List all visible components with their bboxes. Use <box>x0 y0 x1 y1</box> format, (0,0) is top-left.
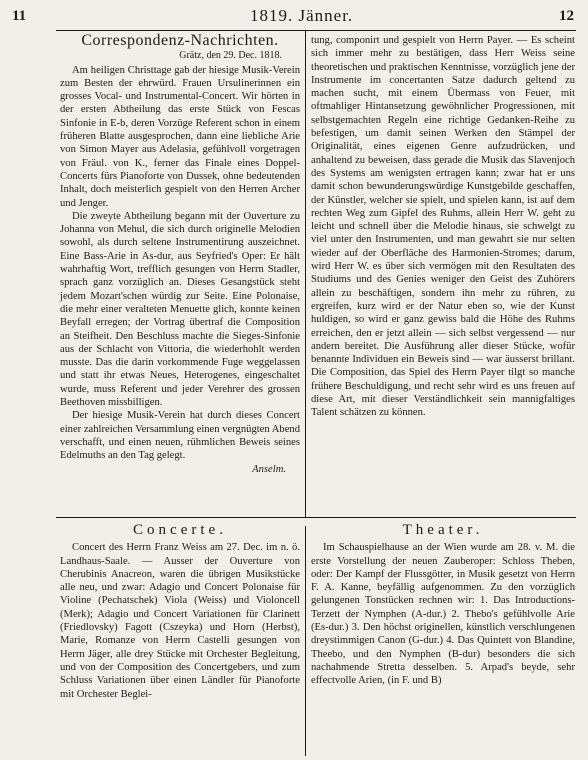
section-divider <box>56 517 576 518</box>
theater-heading: Theater. <box>402 522 484 538</box>
running-head <box>0 6 588 30</box>
concerte-column <box>60 524 300 756</box>
concerte-paragraph: Concert des Herrn Franz Weiss am 27. Dec. im n. ö. Landhaus-Saale. — Ausser der Ouverture von Cherubinis Anacreon, waren die übrigen Musikstücke alle neu, und zwar: Adagio und Concert Polonaise für Violine (Pechatschek) Viola (Weiss) und Violoncell (Merk); Adagio und Concert Variationen für Clarinett (Friedlovsky) Fagott (Cszeyka) und Horn (Herbst), Marie, Romanze von Herrn Castelli gesungen von Herrn Jäger, alle drey Stücke mit Orchester Begleitung, und von der Composition des Concertgebers, und zum Schluss Variationen über einen Ländler für Pianoforte mit Orchester Beglei- <box>60 542 300 700</box>
correspondence-heading: Correspondenz-Nachrichten. <box>81 32 279 49</box>
continuation-paragraph: tung, componirt und gespielt von Herrn Payer. — Es scheint sich immer mehr zu bestätigen, dass Herr Weiss seine theoretischen und praktischen Kenntnisse, vorzüglich jene der Instrumente im concertanten Satze dadurch geltend zu machen sucht, mit einem Übermass von Feuer, mit oftmahliger Hintansetzung gewöhnlicher Progressionen, mit selbstgemachten Regeln eine richtige Gedanken-Reihe zu befestigen, um damit seinen Werken den Stämpel der Originalität, eines eigenen Genre aufzudrücken, und anhaltend zu beweisen, dass gerade die Musik das Slavenjoch des Systems am wenigsten ertragen kann; zwar hat er uns damit schon bewunderungswürdige Kunstgebilde geschaffen, der Künstler, welcher sie spielt, und spielen kann, ist auf dem rechten Weg zum Gipfel des Ruhms, allein Herr W. geht zu leicht und schnell über die Melodie hinaus, sie schwelgt zu viel unter den Instrumenten, und man gewahrt sie nur selten wieder auf der Oberfläche des Harmonien-Stromes; darum, wird Herr W. es über sich vermögen mit den Resultaten des Studiums und des Genies weniger den Geist des Zuhörers allein zu beschäftigen, sondern ihn mehr zu rühren, zu ergreifen, kurz wird er der Natur eben so, wie der Kunst huldigen, so wird er ganz gewiss bald die Höhe des Ruhms erreichen, den er jetzt allein — sich selbst vergessend — nur andern bereitet. Die Ausführung aller dieser Stücke, wofür benannte Individuen ein Beweis sind — war äusserst brillant. Die Composition, das Spiel des Herrn Payer tilgt so manche frühere Beschuldigung, und recht sehr wird es uns freuen auf diese Art, mit dieser Verständlichkeit sein mannigfaltiges Talent schätzen zu können. <box>311 35 575 419</box>
header-rule <box>56 30 576 31</box>
correspondence-paragraph: Der hiesige Musik-Verein hat durch dieses Concert einer zahlreichen Versammlung einen vergnügten Abend verschafft, und einen neuen, rühmlichen Beweis seines Edelmuths an den Tag gelegt. <box>60 410 300 462</box>
page-number-left: 11 <box>12 8 27 24</box>
column-divider-bottom <box>305 526 306 756</box>
column-divider-top <box>305 30 306 517</box>
correspondence-column <box>60 34 300 514</box>
correspondence-dateline: Grätz, den 29. Dec. 1818. <box>179 50 282 62</box>
correspondence-paragraph: Am heiligen Christtage gab der hiesige Musik-Verein zum Besten der ehrwürd. Frauen Ursulinerinnen ein grosses Vocal- und Instrumental-Concert. Wir hörten in der ersten Abtheilung das erste Stück von Fescas Sinfonie in E-b, deren Vorzüge Referent schon in einem früheren Blatte ausgesprochen, dann eine liebliche Arie von Simon Mayer aus Adelasia, gefühlvoll vorgetragen von Fräul. von K., ferner das Finale eines Doppel-Concerts fürs Pianoforte von Dussek, ohne bedeutenden Inhalt, doch meisterlich gespielt von den Herren Archer und Jenger. <box>60 64 300 209</box>
correspondence-paragraph: Die zweyte Abtheilung begann mit der Ouverture zu Johanna von Mehul, die sich durch originelle Melodien sowohl, als durch seltene Instrumentirung auszeichnet. Eine Bass-Arie in As-dur, aus Seyfried's Oper: Er hält wahrhaftig Wort, trefflich gesungen von Herrn Stadler, sprach ganz vorzüglich an. Dieses Gesangstück steht jedem Mozart'schen würdig zur Seite. Eine Polonaise, die mehr einer veralteten Menuette glich, konnte keinen Beyfall erregen; der Vortrag übertraf die Composition an Steifheit. Den Beschluss machte die Sieges-Sinfonie aus der Schlacht von Vittoria, die wiederhohlt werden musste. Das die darin vorkommende Fuge weggelassen und statt ihr etwas Neues, Heterogenes, eingeschaltet wurde, muss Referent und jeder Verehrer des grossen Beethoven missbilligen. <box>60 210 300 409</box>
theater-paragraph: Im Schauspielhause an der Wien wurde am 28. v. M. die erste Vorstellung der neuen Zauberoper: Schloss Theben, oder: Der Kampf der Flussgötter, in Musik gesetzt von Herrn F. A. Kanne, beyfällig aufgenommen. Zu den vorzüglich gelungenen Tonstücken rechnen wir: 1. Das Introductions-Terzett der Nymphen (A-dur.) 2. Thebo's gefühlvolle Arie (Es-dur.) 3. Den höchst originellen, künstlich verschlungenen dreystimmigen Canon (G-dur.) 4. Das Quintett von Blandine, Theebo, und den Nymphen (B-dur) besonders die sich nachahmende Stretta desselben. 5. Arpad's beyde, sehr effectvolle Arien, (in F. und B) <box>311 542 575 687</box>
theater-column <box>311 524 575 756</box>
running-head-title: 1819. Jänner. <box>250 6 354 25</box>
concerte-heading: Concerte. <box>133 522 227 538</box>
page-number-right: 12 <box>559 8 574 24</box>
continuation-column <box>311 34 575 514</box>
correspondence-signature: Anselm. <box>252 463 286 475</box>
